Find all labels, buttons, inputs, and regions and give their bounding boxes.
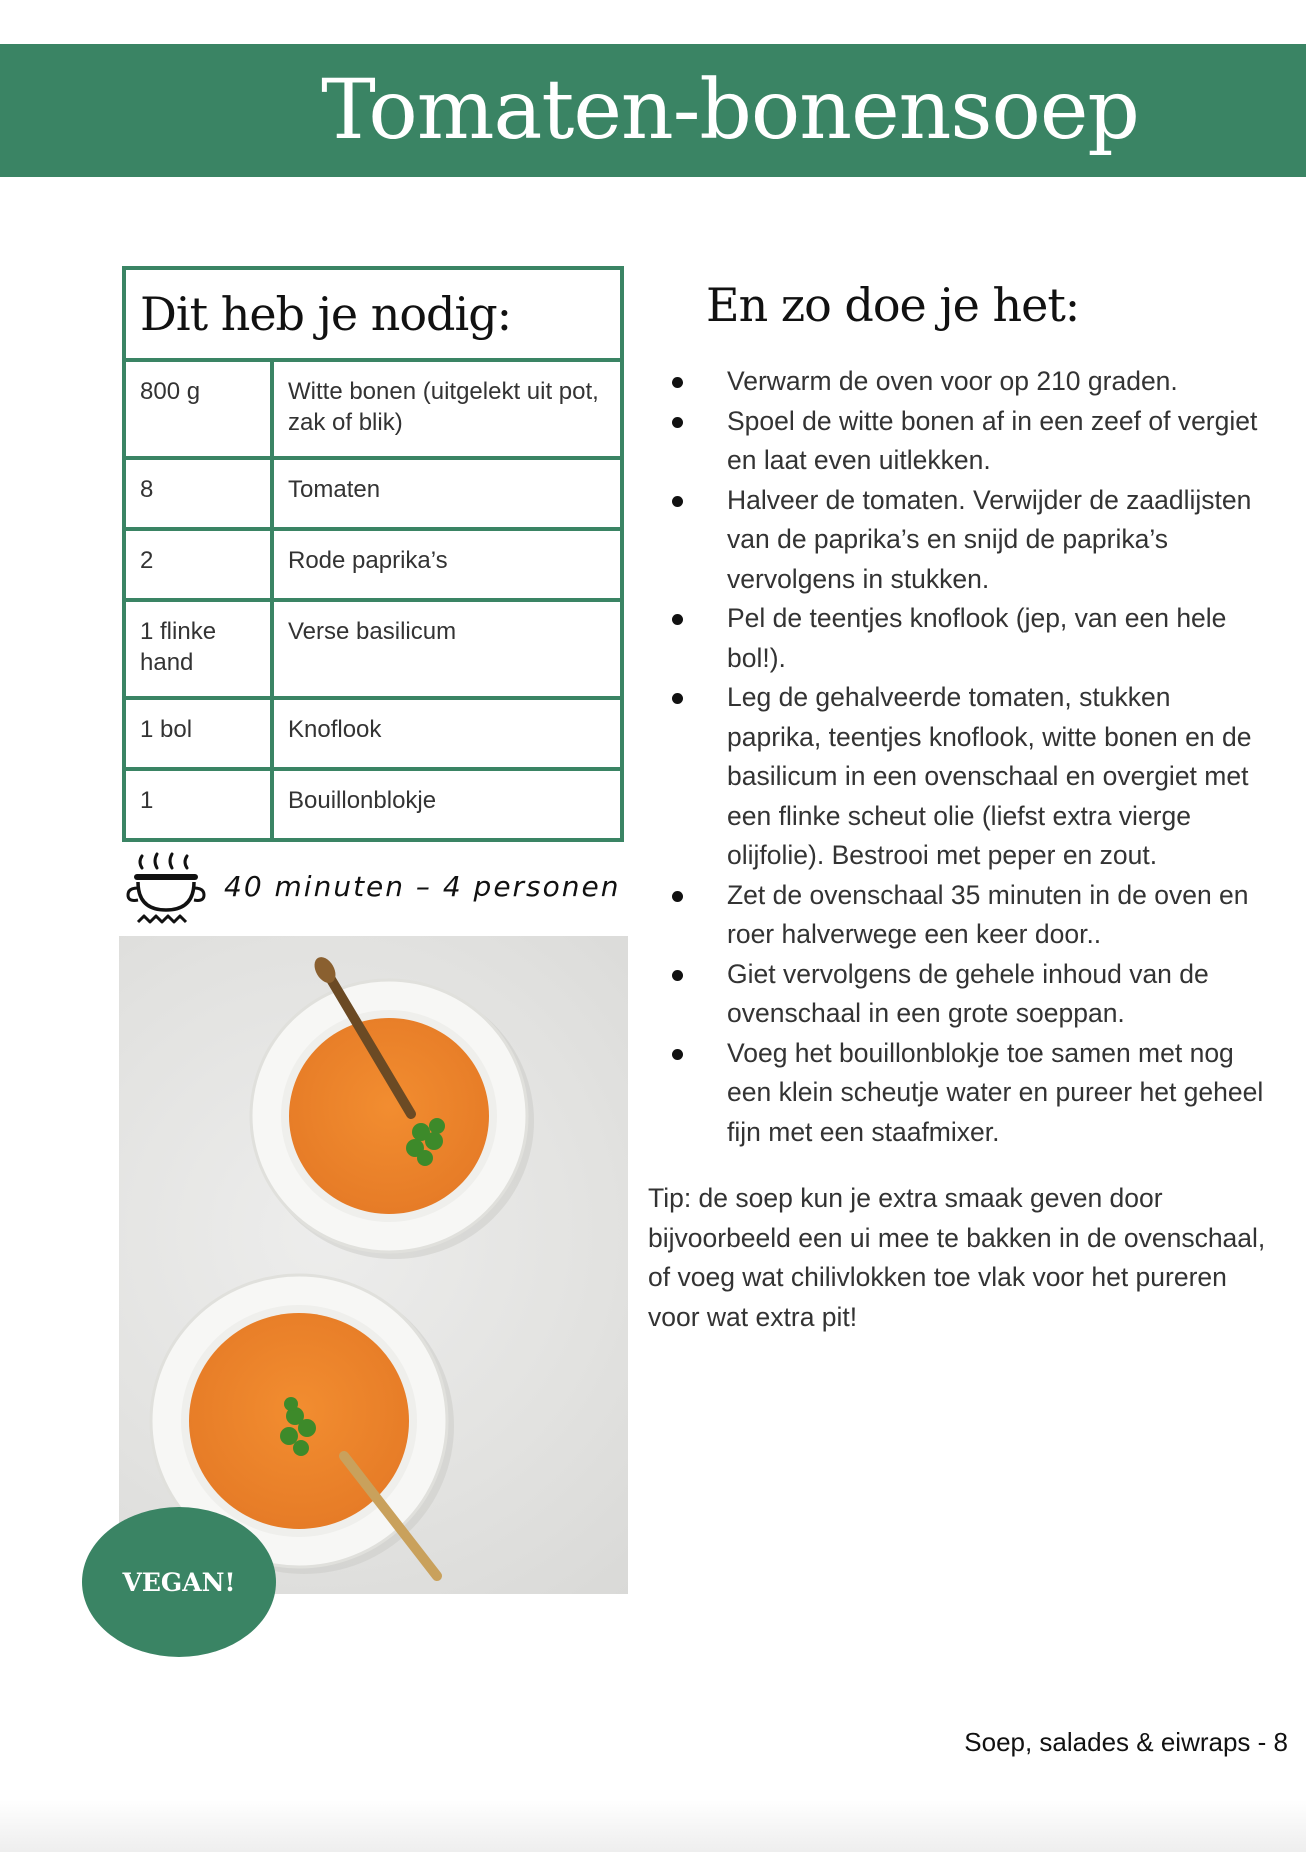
page-footer: Soep, salades & eiwraps - 8	[964, 1727, 1288, 1757]
list-item	[666, 678, 1266, 876]
bullet-icon	[672, 891, 683, 902]
ingredients-heading: Dit heb je nodig:	[124, 268, 622, 360]
ingredient-name: Bouillonblokje	[272, 769, 622, 840]
soup-bowls-photo	[119, 936, 628, 1594]
list-item	[666, 481, 1266, 600]
page-title: Tomaten-bonensoep	[321, 63, 1139, 158]
ingredient-amount: 1 bol	[124, 698, 272, 769]
ingredient-amount: 800 g	[124, 360, 272, 458]
list-item	[666, 362, 1266, 402]
bullet-icon	[672, 970, 683, 981]
soup-photo	[119, 936, 628, 1594]
table-row	[124, 769, 622, 840]
table-row	[124, 529, 622, 600]
ingredient-amount: 8	[124, 458, 272, 529]
table-row	[124, 360, 622, 458]
bullet-icon	[672, 614, 683, 625]
ingredient-name: Tomaten	[272, 458, 622, 529]
bullet-icon	[672, 693, 683, 704]
list-item	[666, 955, 1266, 1034]
vegan-badge: VEGAN!	[82, 1507, 276, 1657]
step-text: Giet vervolgens de gehele inhoud van de ovenschaal in een grote soeppan.	[727, 958, 1209, 1028]
title-banner	[0, 44, 1306, 177]
ingredient-amount: 2	[124, 529, 272, 600]
list-item	[666, 402, 1266, 481]
step-text: Zet de ovenschaal 35 minuten in de oven en roer halverwege een keer door..	[727, 879, 1249, 949]
steps-heading: En zo doe je het:	[706, 278, 1080, 332]
ingredient-name: Rode paprika’s	[272, 529, 622, 600]
step-text: Spoel de witte bonen af in een zeef of vergiet en laat even uitlekken.	[727, 405, 1258, 475]
bullet-icon	[672, 377, 683, 388]
ingredients-table	[122, 266, 624, 842]
cooking-pot-icon	[124, 850, 214, 930]
table-row	[124, 600, 622, 698]
ingredient-name: Witte bonen (uitgelekt uit pot, zak of blik)	[272, 360, 622, 458]
list-item	[666, 1034, 1266, 1153]
bullet-icon	[672, 417, 683, 428]
step-text: Verwarm de oven voor op 210 graden.	[727, 366, 1178, 396]
ingredient-amount: 1	[124, 769, 272, 840]
table-row	[124, 698, 622, 769]
ingredients-header-row	[124, 268, 622, 360]
list-item	[666, 599, 1266, 678]
prep-info-text: 40 minuten – 4 personen	[224, 870, 621, 903]
tip-text: Tip: de soep kun je extra smaak geven door bijvoorbeeld een ui mee te bakken in de ovenschaal, of voeg wat chilivlokken toe vlak voor het pureren voor wat extra pit!	[648, 1183, 1266, 1332]
ingredient-name: Verse basilicum	[272, 600, 622, 698]
page-bottom-edge	[0, 1800, 1306, 1852]
step-text: Voeg het bouillonblokje toe samen met nog een klein scheutje water en pureer het geheel fijn met een staafmixer.	[727, 1037, 1264, 1147]
ingredient-name: Knoflook	[272, 698, 622, 769]
bullet-icon	[672, 1049, 683, 1060]
list-item	[666, 876, 1266, 955]
prep-info	[124, 850, 624, 930]
ingredient-amount: 1 flinke hand	[124, 600, 272, 698]
step-text: Pel de teentjes knoflook (jep, van een hele bol!).	[727, 603, 1227, 673]
step-text: Leg de gehalveerde tomaten, stukken paprika, teentjes knoflook, witte bonen en de basilicum in een ovenschaal en overgiet met een flinke scheut olie (liefst extra vierge olijfolie). Bestrooi met peper en zout.	[727, 682, 1252, 870]
table-row	[124, 458, 622, 529]
bullet-icon	[672, 496, 683, 507]
step-text: Halveer de tomaten. Verwijder de zaadlijsten van de paprika’s en snijd de paprika’s vervolgens in stukken.	[727, 484, 1252, 594]
steps-list	[666, 362, 1266, 1152]
